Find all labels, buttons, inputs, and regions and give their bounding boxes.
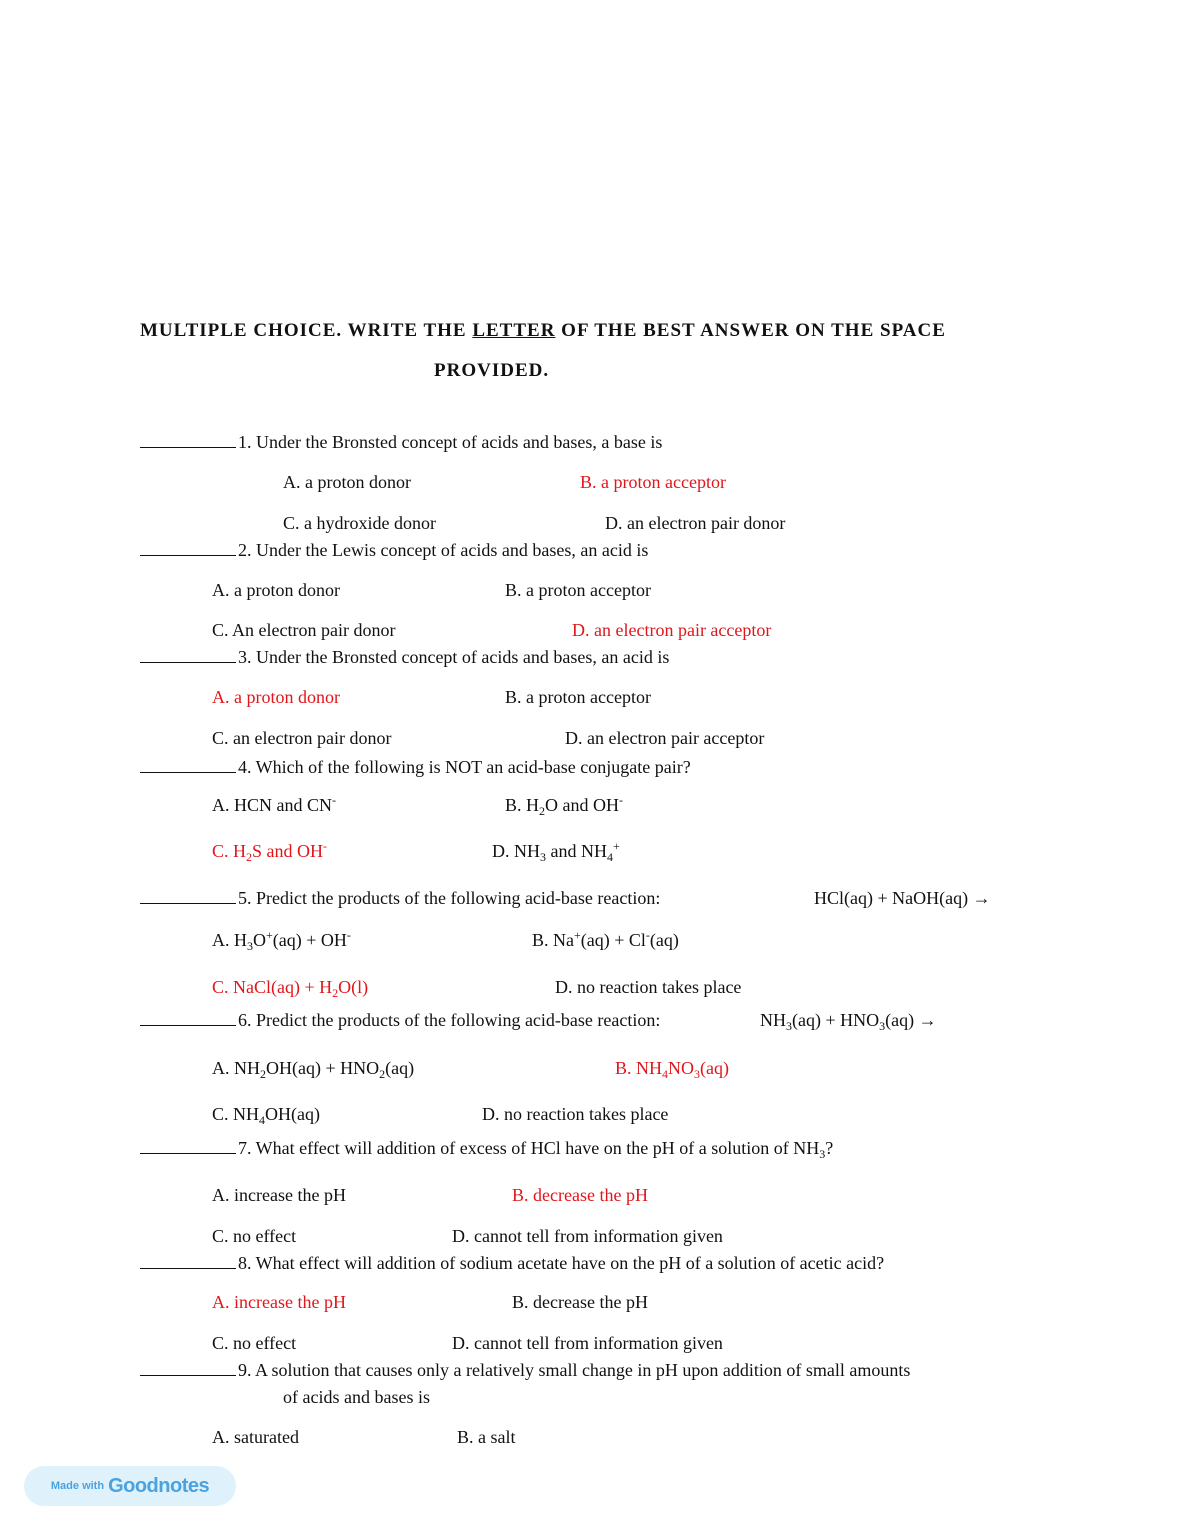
q7-option-c: C. no effect [212,1226,297,1246]
badge-made-with-text: Made with [50,1480,105,1492]
q5-reaction: HCl(aq) + NaOH(aq) → [814,888,991,908]
q3-option-b: B. a proton acceptor [505,687,651,707]
q1-option-b-correct: B. a proton acceptor [580,472,726,492]
instructions-heading-line2: PROVIDED. [434,360,550,381]
q6-option-a: A. $NH_2OH(aq) + HNO_2(aq)$ [212,1058,415,1081]
q2-option-c: C. An electron pair donor [212,620,396,640]
answer-blank-6[interactable] [140,1023,236,1026]
q9-option-a: A. saturated [212,1427,299,1447]
q4-option-a: A. HCN and CN- [212,793,336,815]
q4-option-b: B. $H_2O$ and OH- [505,793,624,818]
question-2: 2. Under the Lewis concept of acids and bases, an acid is [140,540,648,561]
q8-option-d: D. cannot tell from information given [452,1333,723,1353]
q3-option-c: C. an electron pair donor [212,728,392,748]
q1-option-c: C. a hydroxide donor [283,513,436,533]
q8-option-a-correct: A. increase the pH [212,1292,346,1312]
q7-option-b-correct: B. decrease the pH [512,1185,648,1205]
answer-blank-5[interactable] [140,901,236,904]
q4-option-c-correct: C. $H_2S$ and OH- [212,839,328,864]
question-1: 1. Under the Bronsted concept of acids and bases, a base is [140,432,662,453]
q2-option-b: B. a proton acceptor [505,580,651,600]
answer-blank-8[interactable] [140,1266,236,1269]
q2-option-a: A. a proton donor [212,580,340,600]
q8-option-c: C. no effect [212,1333,297,1353]
q1-option-d: D. an electron pair donor [605,513,786,533]
question-9: 9. A solution that causes only a relatively small change in pH upon addition of small amounts [140,1360,910,1381]
made-with-goodnotes-badge [24,1466,236,1506]
q7-option-d: D. cannot tell from information given [452,1226,723,1246]
q6-option-d: D. no reaction takes place [482,1104,669,1124]
q3-option-a-correct: A. a proton donor [212,687,340,707]
question-7: 7. What effect will addition of excess of HCl have on the pH of a solution of $NH_3$? [140,1138,833,1159]
q5-option-b: B. Na+(aq) + Cl-(aq) [532,928,679,950]
question-3: 3. Under the Bronsted concept of acids and bases, an acid is [140,647,669,668]
answer-blank-4[interactable] [140,770,236,773]
question-9-continuation: of acids and bases is [283,1387,430,1407]
answer-blank-2[interactable] [140,553,236,556]
q6-option-c: C. $NH_4OH(aq)$ [212,1104,320,1127]
question-8: 8. What effect will addition of sodium acetate have on the pH of a solution of acetic acid? [140,1253,884,1274]
heading-underlined-word: LETTER [472,320,556,341]
answer-blank-7[interactable] [140,1151,236,1154]
q1-option-a: A. a proton donor [283,472,411,492]
q6-reaction: $NH_3(aq) + HNO_3(aq)$ → [760,1010,937,1033]
q3-option-d: D. an electron pair acceptor [565,728,765,748]
question-5: 5. Predict the products of the following acid-base reaction: [140,888,660,909]
q4-option-d: D. $NH_3$ and $NH_4^+$ [492,839,620,864]
q6-option-b-correct: B. $NH_4NO_3(aq)$ [615,1058,729,1081]
q2-option-d-correct: D. an electron pair acceptor [572,620,772,640]
q5-option-a: A. $H_3O^+(aq) + OH^-$ [212,928,351,953]
answer-blank-3[interactable] [140,660,236,663]
q8-option-b: B. decrease the pH [512,1292,648,1312]
q9-option-b: B. a salt [457,1427,516,1447]
question-6: 6. Predict the products of the following acid-base reaction: [140,1010,660,1031]
question-4: 4. Which of the following is NOT an acid-base conjugate pair? [140,757,691,778]
q7-option-a: A. increase the pH [212,1185,346,1205]
instructions-heading-line1: MULTIPLE CHOICE. WRITE THE LETTER OF THE BEST ANSWER ON THE SPACE [140,320,946,341]
q5-option-d: D. no reaction takes place [555,977,742,997]
goodnotes-logo: Goodnotes [108,1474,210,1497]
q5-option-c-correct: C. NaCl(aq) + $H_2O(l)$ [212,977,369,1000]
answer-blank-1[interactable] [140,445,236,448]
answer-blank-9[interactable] [140,1373,236,1376]
